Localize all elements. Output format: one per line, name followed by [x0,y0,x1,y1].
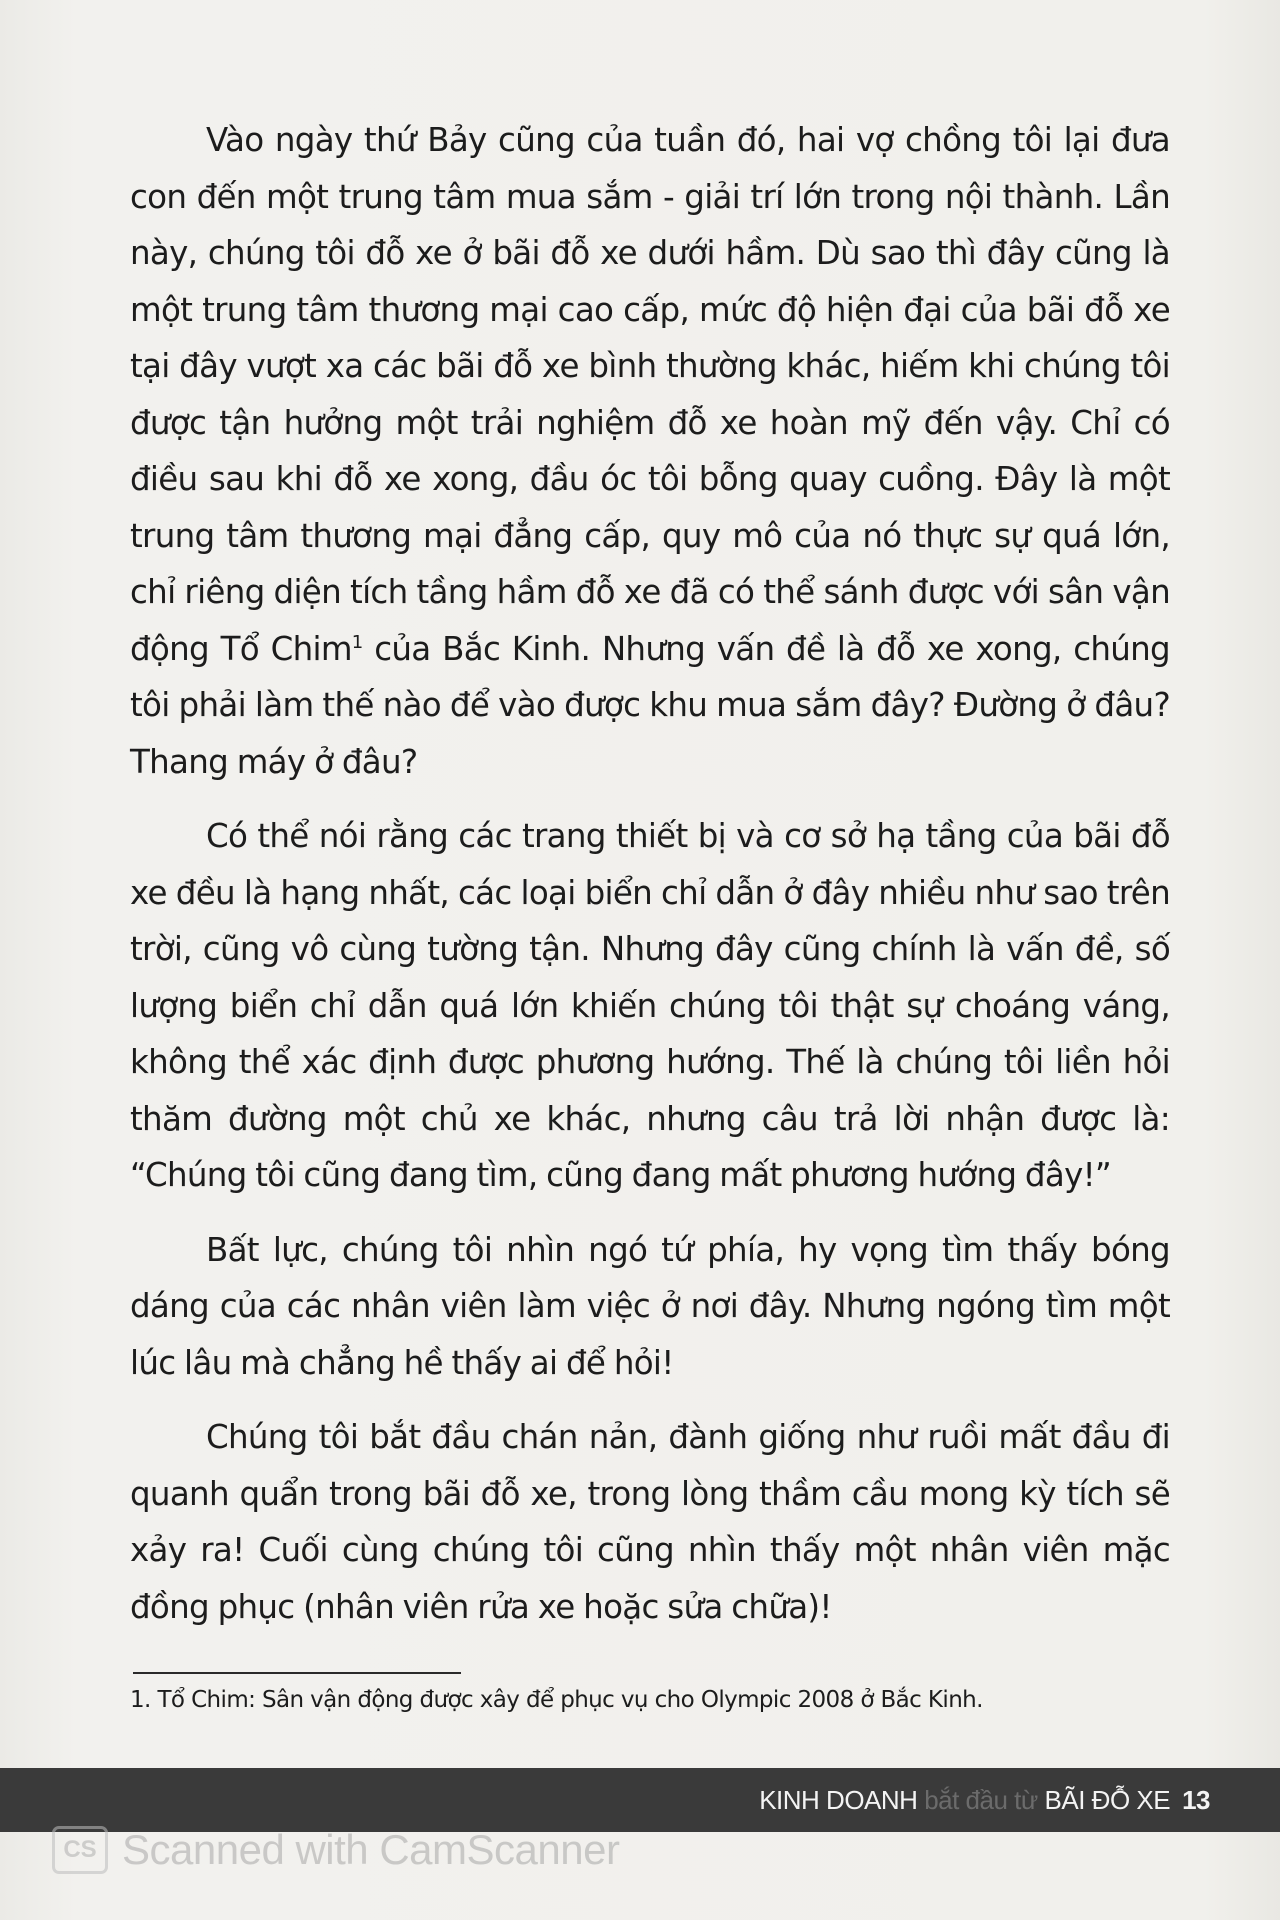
paragraph-2: Có thể nói rằng các trang thiết bị và cơ sở hạ tầng của bãi đỗ xe đều là hạng nhất, các loại biển chỉ dẫn ở đây nhiều như sao trên trời, cũng vô cùng tường tận. Nhưng đây cũng chính là vấn đề, số lượng biển chỉ dẫn quá lớn khiến chúng tôi thật sự choáng váng, không thể xác định được phương hướng. Thế là chúng tôi liền hỏi thăm đường một chủ xe khác, nhưng câu trả lời nhận được là: “Chúng tôi cũng đang tìm, cũng đang mất phương hướng đây!” [130,817,1170,1194]
paragraph-1-text-before: Vào ngày thứ Bảy cũng của tuần đó, hai vợ chồng tôi lại đưa con đến một trung tâm mua sắm - giải trí lớn trong nội thành. Lần này, chúng tôi đỗ xe ở bãi đỗ xe dưới hầm. Dù sao thì đây cũng là một trung tâm thương mại cao cấp, mức độ hiện đại của bãi đỗ xe tại đây vượt xa các bãi đỗ xe bình thường khác, hiếm khi chúng tôi được tận hưởng một trải nghiệm đỗ xe hoàn mỹ đến vậy. Chỉ có điều sau khi đỗ xe xong, đầu óc tôi bỗng quay cuồng. Đây là một trung tâm thương mại đẳng cấp, quy mô của nó thực sự quá lớn, chỉ riêng diện tích tầng hầm đỗ xe đã có thể sánh được với sân vận động Tổ Chim [130,121,1170,668]
paragraph-4: Chúng tôi bắt đầu chán nản, đành giống như ruồi mất đầu đi quanh quẩn trong bãi đỗ xe, trong lòng thầm cầu mong kỳ tích sẽ xảy ra! Cuối cùng chúng tôi cũng nhìn thấy một nhân viên mặc đồng phục (nhân viên rửa xe hoặc sửa chữa)! [130,1418,1170,1626]
camscanner-watermark [52,1820,619,1880]
book-title-part-2: bắt đầu từ [924,1785,1038,1815]
book-title-part-3: BÃI ĐỖ XE [1044,1785,1171,1815]
body-text [130,112,1170,1653]
page-number: 13 [1182,1785,1210,1815]
paragraph-3: Bất lực, chúng tôi nhìn ngó tứ phía, hy vọng tìm thấy bóng dáng của các nhân viên làm việc ở nơi đây. Nhưng ngóng tìm một lúc lâu mà chẳng hề thấy ai để hỏi! [130,1230,1170,1382]
book-title-part-1: KINH DOANH [759,1785,918,1815]
paragraph-1 [130,112,1170,790]
camscanner-logo-icon: CS [52,1826,108,1874]
footnote-reference: 1 [351,631,363,653]
footnote: 1. Tổ Chim: Sân vận động được xây để phục vụ cho Olympic 2008 ở Bắc Kinh. [130,1687,983,1713]
paragraph-1-text-after: của Bắc Kinh. Nhưng vấn đề là đỗ xe xong, chúng tôi phải làm thế nào để vào được khu mua sắm đây? Đường ở đâu? Thang máy ở đâu? [130,629,1170,781]
book-title [759,1768,1210,1832]
watermark-text: Scanned with CamScanner [122,1826,620,1873]
footnote-divider [133,1672,461,1674]
